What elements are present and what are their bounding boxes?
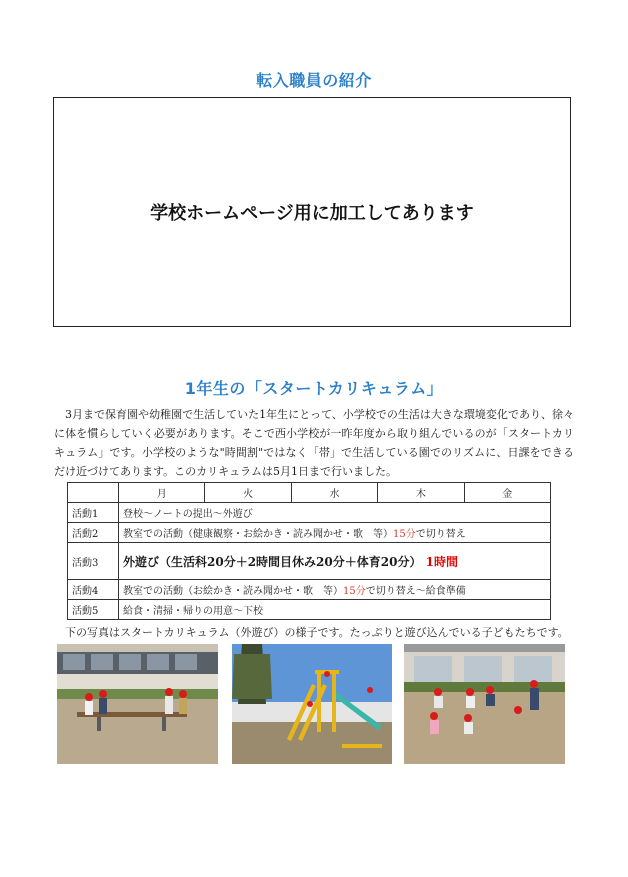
activity-duration: 15分 bbox=[343, 586, 366, 597]
intro-paragraph: 3月まで保育園や幼稚園で生活していた1年生にとって、小学校での生活は大きな環境変化であり、徐々に体を慣らしていく必要があります。そこで西小学校が一昨年度から取り組んでいるのが「スタートカリキュラム」です。小学校のような"時間割"ではなく「帯」で生活している園でのリズムに、日課をできるだけ近づけてあります。このカリキュラムは5月1日まで行いました。 bbox=[54, 408, 574, 478]
activity-text: 登校～ノートの提出～外遊び bbox=[123, 509, 253, 520]
header-day: 月 bbox=[119, 483, 205, 503]
activity-label: 活動1 bbox=[68, 503, 119, 523]
table-row bbox=[68, 600, 551, 620]
header-day: 金 bbox=[464, 483, 551, 503]
table-row bbox=[68, 543, 551, 580]
table-header-row bbox=[68, 483, 551, 503]
section-title-new-staff: 転入職員の紹介 bbox=[256, 71, 372, 90]
activity-label: 活動5 bbox=[68, 600, 119, 620]
activity-label: 活動2 bbox=[68, 523, 119, 543]
table-row bbox=[68, 503, 551, 523]
table-row bbox=[68, 580, 551, 600]
redacted-content-box bbox=[53, 97, 571, 327]
table-row bbox=[68, 523, 551, 543]
activity-description bbox=[119, 503, 551, 523]
activity-description bbox=[119, 523, 551, 543]
photo-caption: 下の写真はスタートカリキュラム（外遊び）の様子です。たっぷりと遊び込んでいる子どもたちです。 bbox=[65, 626, 569, 639]
activity-text: 教室での活動（お絵かき・読み聞かせ・歌 等） bbox=[123, 586, 343, 597]
activity-duration: 15分 bbox=[393, 529, 416, 540]
header-empty-cell bbox=[68, 483, 119, 503]
activity-label: 活動4 bbox=[68, 580, 119, 600]
activity-description bbox=[119, 600, 551, 620]
activity-text-tail: で切り替え～給食準備 bbox=[365, 586, 466, 597]
photo-seesaw bbox=[57, 644, 218, 764]
activity-text: 外遊び（生活科20分＋2時間目休み20分＋体育20分） bbox=[123, 554, 422, 569]
activity-description bbox=[119, 580, 551, 600]
activity-text: 教室での活動（健康観察・お絵かき・読み聞かせ・歌 等） bbox=[123, 529, 393, 540]
activity-description bbox=[119, 543, 551, 580]
activity-text: 給食・清掃・帰りの用意～下校 bbox=[123, 606, 263, 617]
curriculum-table bbox=[67, 482, 551, 620]
photo-slide bbox=[232, 644, 392, 764]
header-day: 木 bbox=[378, 483, 464, 503]
activity-label: 活動3 bbox=[68, 543, 119, 580]
header-day: 水 bbox=[291, 483, 377, 503]
activity-duration: 1時間 bbox=[425, 554, 458, 569]
section-title-start-curriculum: 1年生の「スタートカリキュラム」 bbox=[184, 379, 444, 398]
photo-sandbox bbox=[404, 644, 565, 764]
redaction-notice: 学校ホームページ用に加工してあります bbox=[150, 203, 474, 224]
activity-text-tail: で切り替え bbox=[415, 529, 466, 540]
header-day: 火 bbox=[205, 483, 291, 503]
